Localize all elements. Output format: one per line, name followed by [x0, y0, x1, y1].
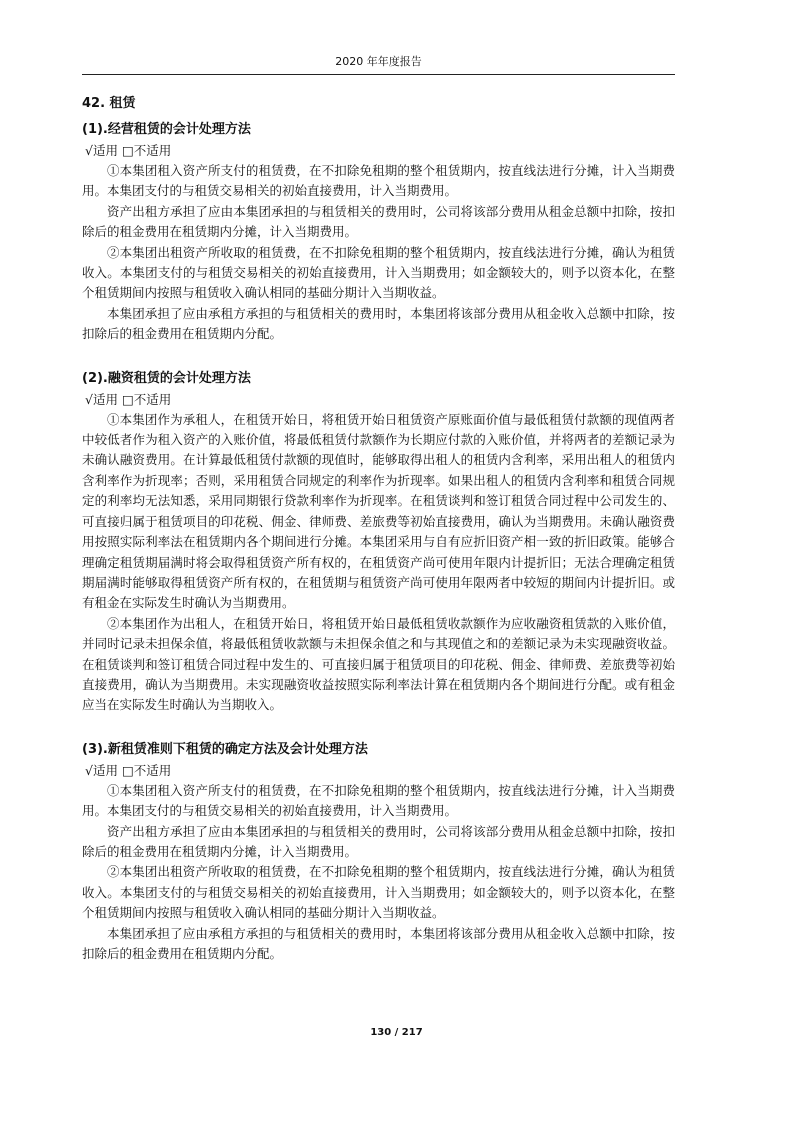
new-standard-applicability: √适用 □不适用 — [85, 762, 172, 778]
finance-lease-applicability: √适用 □不适用 — [85, 391, 172, 407]
paragraph: 本集团承担了应由承租方承担的与租赁相关的费用时，本集团将该部分费用从租金收入总额中扣除，按扣除后的租金费用在租赁期内分配。 — [82, 925, 675, 961]
finance-lease-heading: (2).融资租赁的会计处理方法 — [82, 370, 251, 386]
paragraph: ②本集团出租资产所收取的租赁费，在不扣除免租期的整个租赁期内，按直线法进行分摊，确认为租赁收入。本集团支付的与租赁交易相关的初始直接费用，计入当期费用；如金额较大的，则予以资本化，在整个租赁期间内按照与租赁收入确认相同的基础分期计入当期收益。 — [82, 244, 675, 301]
document-body — [82, 90, 675, 964]
page-number: 130 / 217 — [370, 1027, 423, 1038]
paragraph: ①本集团作为承租人，在租赁开始日，将租赁开始日租赁资产原账面价值与最低租赁付款额的现值两者中较低者作为租入资产的入账价值，将最低租赁付款额作为长期应付款的入账价值，并将两者的差额记录为未确认融资费用。在计算最低租赁付款额的现值时，能够取得出租人的租赁内含利率，采用出租人的租赁内含利率作为折现率；否则，采用租赁合同规定的利率作为折现率。如果出租人的租赁内含利率和租赁合同规定的利率均无法知悉，采用同期银行贷款利率作为折现率。在租赁谈判和签订租赁合同过程中公司发生的、可直接归属于租赁项目的印花税、佣金、律师费、差旅费等初始直接费用，确认为当期费用。未确认融资费用按照实际利率法在租赁期内各个期间进行分摊。本集团采用与自有应折旧资产相一致的折旧政策。能够合理确定租赁期届满时将会取得租赁资产所有权的，在租赁资产尚可使用年限内计提折旧；无法合理确定租赁期届满时能够取得租赁资产所有权的，在租赁期与租赁资产尚可使用年限两者中较短的期间内计提折旧。或有租金在实际发生时确认为当期费用。 — [82, 411, 675, 611]
operating-lease-heading: (1).经营租赁的会计处理方法 — [82, 122, 251, 137]
paragraph: ②本集团出租资产所收取的租赁费，在不扣除免租期的整个租赁期内，按直线法进行分摊，确认为租赁收入。本集团支付的与租赁交易相关的初始直接费用，计入当期费用；如金额较大的，则予以资本化，在整个租赁期间内按照与租赁收入确认相同的基础分期计入当期收益。 — [82, 864, 675, 921]
paragraph: 资产出租方承担了应由本集团承担的与租赁相关的费用时，公司将该部分费用从租金总额中扣除，按扣除后的租金费用在租赁期内分摊，计入当期费用。 — [82, 203, 675, 240]
page-header — [82, 52, 675, 75]
paragraph: ①本集团租入资产所支付的租赁费，在不扣除免租期的整个租赁期内，按直线法进行分摊，计入当期费用。本集团支付的与租赁交易相关的初始直接费用，计入当期费用。 — [82, 163, 675, 199]
operating-lease-applicability: √适用 □不适用 — [85, 143, 172, 158]
paragraph: ②本集团作为出租人，在租赁开始日，将租赁开始日最低租赁收款额作为应收融资租赁款的入账价值，并同时记录未担保余值，将最低租赁收款额与未担保余值之和与其现值之和的差额记录为未实现融资收益。在租赁谈判和签订租赁合同过程中发生的、可直接归属于租赁项目的印花税、佣金、律师费、差旅费等初始直接费用，确认为当期费用。未实现融资收益按照实际利率法计算在租赁期内各个期间进行分配。或有租金应当在实际发生时确认为当期收入。 — [82, 615, 675, 713]
new-standard-heading: (3).新租赁准则下租赁的确定方法及会计处理方法 — [82, 741, 368, 757]
paragraph: 资产出租方承担了应由本集团承担的与租赁相关的费用时，公司将该部分费用从租金总额中扣除，按扣除后的租金费用在租赁期内分摊，计入当期费用。 — [82, 823, 675, 859]
paragraph: ①本集团租入资产所支付的租赁费，在不扣除免租期的整个租赁期内，按直线法进行分摊，计入当期费用。本集团支付的与租赁交易相关的初始直接费用，计入当期费用。 — [82, 782, 675, 819]
report-title: 2020 年年度报告 — [335, 55, 422, 68]
paragraph: 本集团承担了应由承租方承担的与租赁相关的费用时，本集团将该部分费用从租金收入总额中扣除，按扣除后的租金费用在租赁期内分配。 — [82, 305, 675, 342]
section-heading: 42. 租赁 — [82, 96, 136, 111]
